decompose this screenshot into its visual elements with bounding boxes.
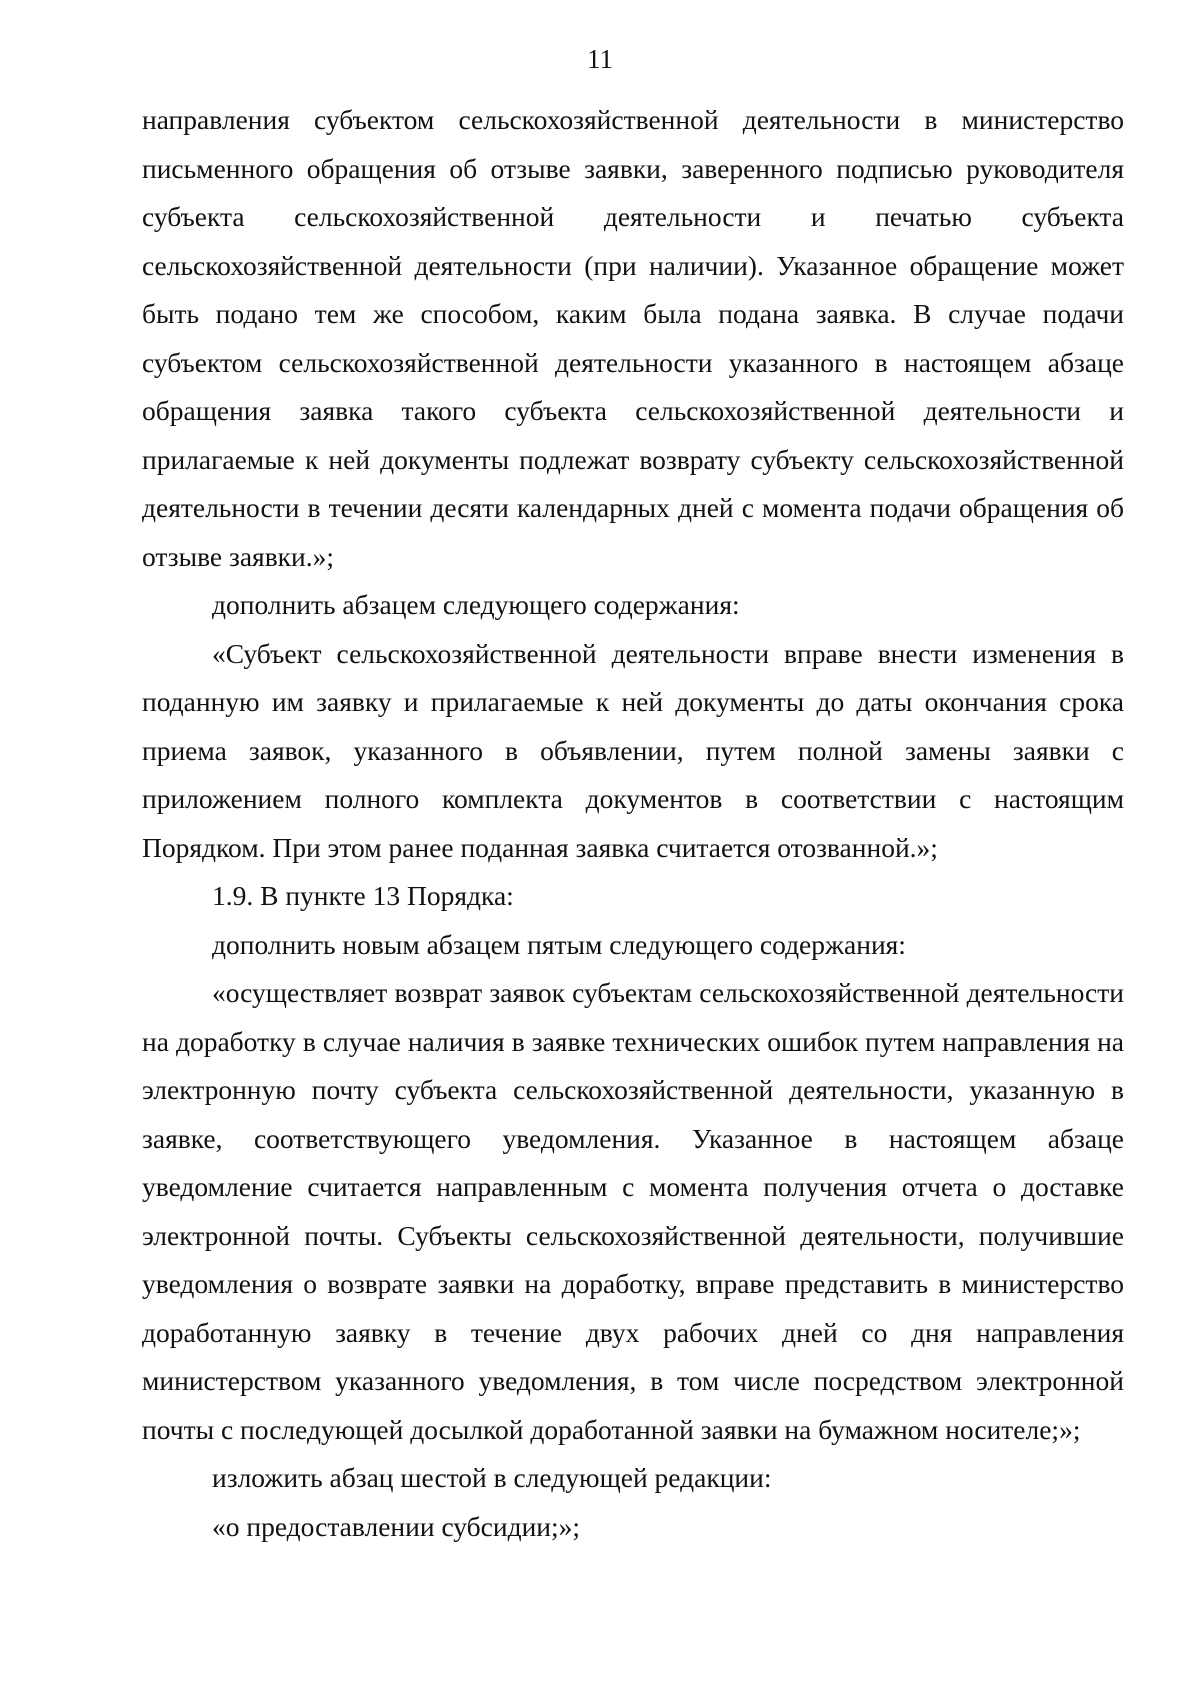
document-body [142, 96, 1124, 1551]
text-line: со дня направления министерством указанного уведомления, в том числе [142, 1316, 1125, 1396]
text-line: путем направления на электронную почту субъекта сельскохозяйственной [142, 1025, 1125, 1105]
page-number: 11 [587, 44, 613, 74]
text-line: приложением полного комплекта документов в соответствии с настоящим [142, 783, 1124, 814]
text-line: деятельности, получившие уведомления о возврате заявки на доработку, вправе [142, 1219, 1125, 1299]
text-line: момента подачи обращения об отзыве заявки.»; [142, 492, 1125, 572]
text-line: настоящем абзаце уведомление считается направленным с момента получения [142, 1122, 1124, 1202]
text-line: сельскохозяйственной деятельности (при наличии). Указанное обращение [142, 249, 1039, 281]
text-line: отчета о доставке электронной почты. Субъекты сельскохозяйственной [142, 1171, 1125, 1251]
text-line: дополнить абзацем следующего содержания: [212, 589, 740, 620]
paragraph [142, 1454, 1124, 1503]
text-line: «осуществляет возврат заявок субъектам сельскохозяйственной [212, 977, 960, 1008]
paragraph [142, 921, 1124, 970]
text-line: дополнить новым абзацем пятым следующего содержания: [212, 928, 906, 960]
text-line: может быть подано тем же способом, каким была подана заявка. В случае [142, 249, 1125, 329]
paragraph [142, 96, 1124, 581]
text-line: субъекта сельскохозяйственной деятельности и печатью субъекта [142, 201, 1124, 232]
text-line: «Субъект сельскохозяйственной деятельности вправе внести изменения в [212, 637, 1124, 669]
text-line: деятельности, указанную в заявке, соответствующего уведомления. Указанное в [142, 1074, 1125, 1154]
text-line: сельскохозяйственной деятельности в течении десяти календарных дней с [142, 443, 1125, 523]
paragraph [142, 872, 1124, 921]
paragraph [142, 581, 1124, 630]
text-line: подачи субъектом сельскохозяйственной деятельности указанного в настоящем [142, 298, 1124, 378]
text-line: направления субъектом сельскохозяйственной деятельности в министерство [142, 104, 1124, 135]
text-line: посредством электронной почты с последующей досылкой доработанной [142, 1365, 1124, 1445]
paragraph [142, 969, 1124, 1454]
text-line: прилагаемые к ней документы подлежат возврату субъекту [142, 443, 854, 475]
text-line: письменного обращения об отзыве заявки, заверенного подписью руководителя [142, 152, 1124, 184]
paragraph [142, 630, 1124, 873]
text-line: абзаце обращения заявка такого субъекта сельскохозяйственной деятельности и [142, 346, 1124, 426]
text-line: деятельности на доработку в случае наличия в заявке технических ошибок [142, 977, 1124, 1057]
text-line: изложить абзац шестой в следующей редакции: [212, 1462, 772, 1493]
text-line: Порядком. При этом ранее поданная заявка считается отозванной.»; [142, 831, 938, 863]
text-line: 1.9. В пункте 13 Порядка: [212, 880, 514, 911]
text-line: приема заявок, указанного в объявлении, путем полной замены заявки с [142, 734, 1124, 766]
text-line: поданную им заявку и прилагаемые к ней документы до даты окончания срока [142, 686, 1124, 717]
paragraph [142, 1503, 1124, 1552]
text-line: представить в министерство доработанную заявку в течение двух рабочих дней [142, 1268, 1124, 1348]
text-line: заявки на бумажном носителе;»; [700, 1413, 1081, 1445]
text-line: «о предоставлении субсидии;»; [212, 1510, 581, 1542]
